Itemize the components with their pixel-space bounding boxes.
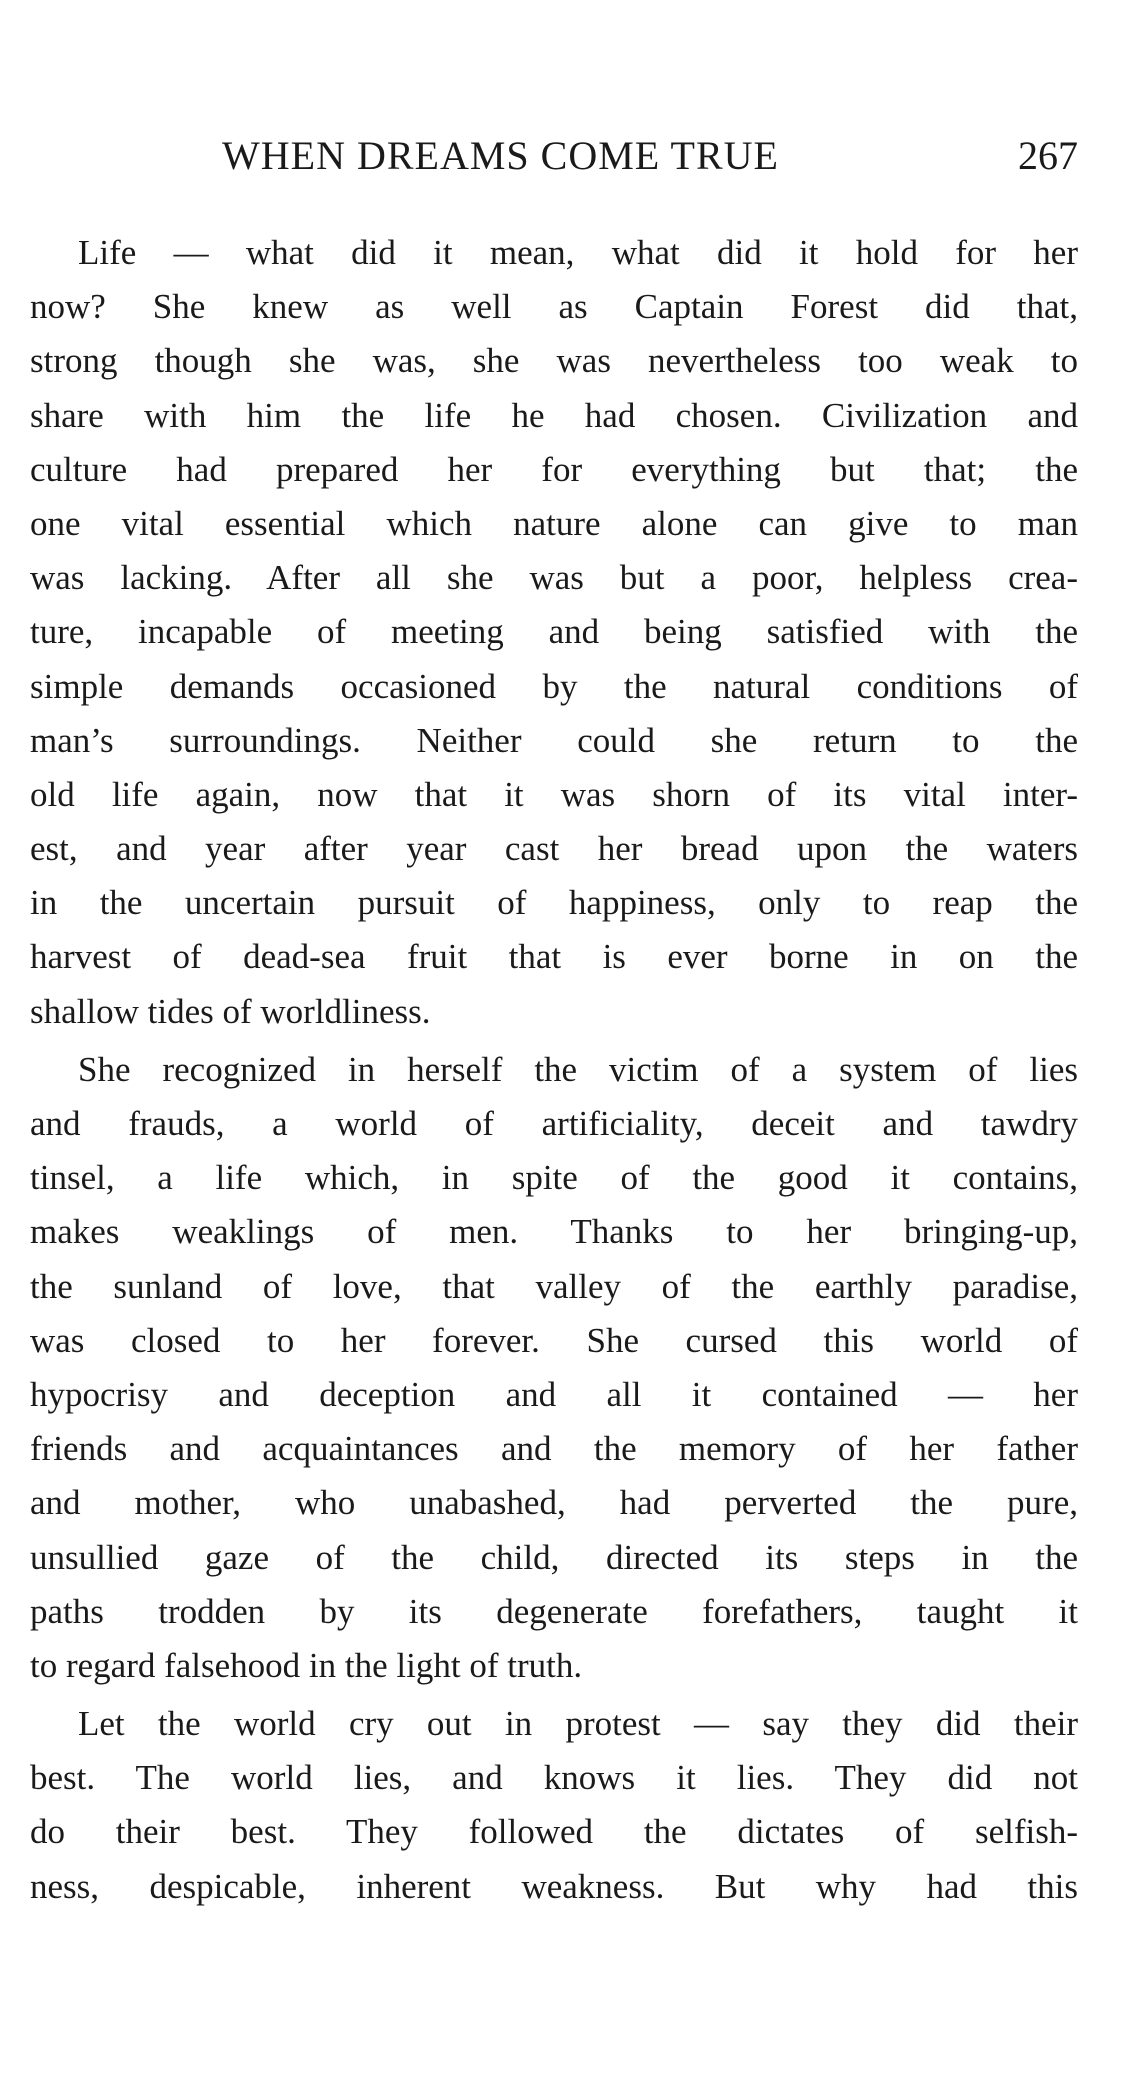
- text-line: hypocrisy and deception and all it contained — her: [30, 1374, 1078, 1414]
- paragraph-3: [30, 1697, 1078, 1914]
- body-text: [30, 226, 1078, 1914]
- running-title: WHEN DREAMS COME TRUE: [222, 133, 779, 178]
- page-number: 267: [1018, 133, 1078, 178]
- text-line: old life again, now that it was shorn of its vital inter-: [30, 774, 1078, 814]
- text-line: and mother, who unabashed, had perverted the pure,: [30, 1483, 1078, 1523]
- text-line: and frauds, a world of artificiality, deceit and tawdry: [30, 1104, 1078, 1143]
- text-line: was lacking. After all she was but a poor, helpless crea-: [30, 558, 1078, 598]
- text-line: paths trodden by its degenerate forefathers, taught it: [30, 1591, 1078, 1631]
- text-line: now? She knew as well as Captain Forest did that,: [30, 287, 1078, 327]
- text-line: harvest of dead-sea fruit that is ever borne in on the: [30, 937, 1078, 977]
- text-line: strong though she was, she was nevertheless too weak to: [30, 341, 1078, 381]
- text-line: unsullied gaze of the child, directed its steps in the: [30, 1537, 1078, 1577]
- text-line: in the uncertain pursuit of happiness, only to reap the: [30, 883, 1078, 923]
- text-line: man’s surroundings. Neither could she return to the: [30, 720, 1078, 760]
- text-line: do their best. They followed the dictates of selfish-: [30, 1812, 1078, 1852]
- text-line: to regard falsehood in the light of truth.: [30, 1645, 583, 1685]
- text-line: culture had prepared her for everything but that; the: [30, 449, 1078, 489]
- text-line: share with him the life he had chosen. Civilization and: [30, 395, 1078, 435]
- text-line: simple demands occasioned by the natural conditions of: [30, 666, 1078, 706]
- text-line: tinsel, a life which, in spite of the good it contains,: [30, 1158, 1078, 1198]
- paragraph-2: [30, 1043, 1078, 1693]
- text-line: shallow tides of worldliness.: [30, 991, 431, 1031]
- text-line: est, and year after year cast her bread upon the waters: [30, 829, 1078, 869]
- paragraph-1: [30, 226, 1078, 1039]
- text-line: Life — what did it mean, what did it hold for her: [78, 233, 1078, 272]
- text-line: the sunland of love, that valley of the earthly paradise,: [30, 1266, 1078, 1306]
- text-line: Let the world cry out in protest — say they did their: [78, 1704, 1078, 1744]
- text-line: She recognized in herself the victim of a system of lies: [78, 1049, 1078, 1089]
- text-line: best. The world lies, and knows it lies. They did not: [30, 1758, 1078, 1798]
- running-head: [30, 132, 1078, 182]
- text-line: friends and acquaintances and the memory of her father: [30, 1429, 1078, 1469]
- text-line: one vital essential which nature alone can give to man: [30, 503, 1078, 543]
- text-line: ture, incapable of meeting and being satisfied with the: [30, 612, 1078, 652]
- text-line: makes weaklings of men. Thanks to her bringing-up,: [30, 1212, 1078, 1252]
- text-line: was closed to her forever. She cursed this world of: [30, 1320, 1078, 1360]
- text-line: ness, despicable, inherent weakness. But why had this: [30, 1866, 1078, 1906]
